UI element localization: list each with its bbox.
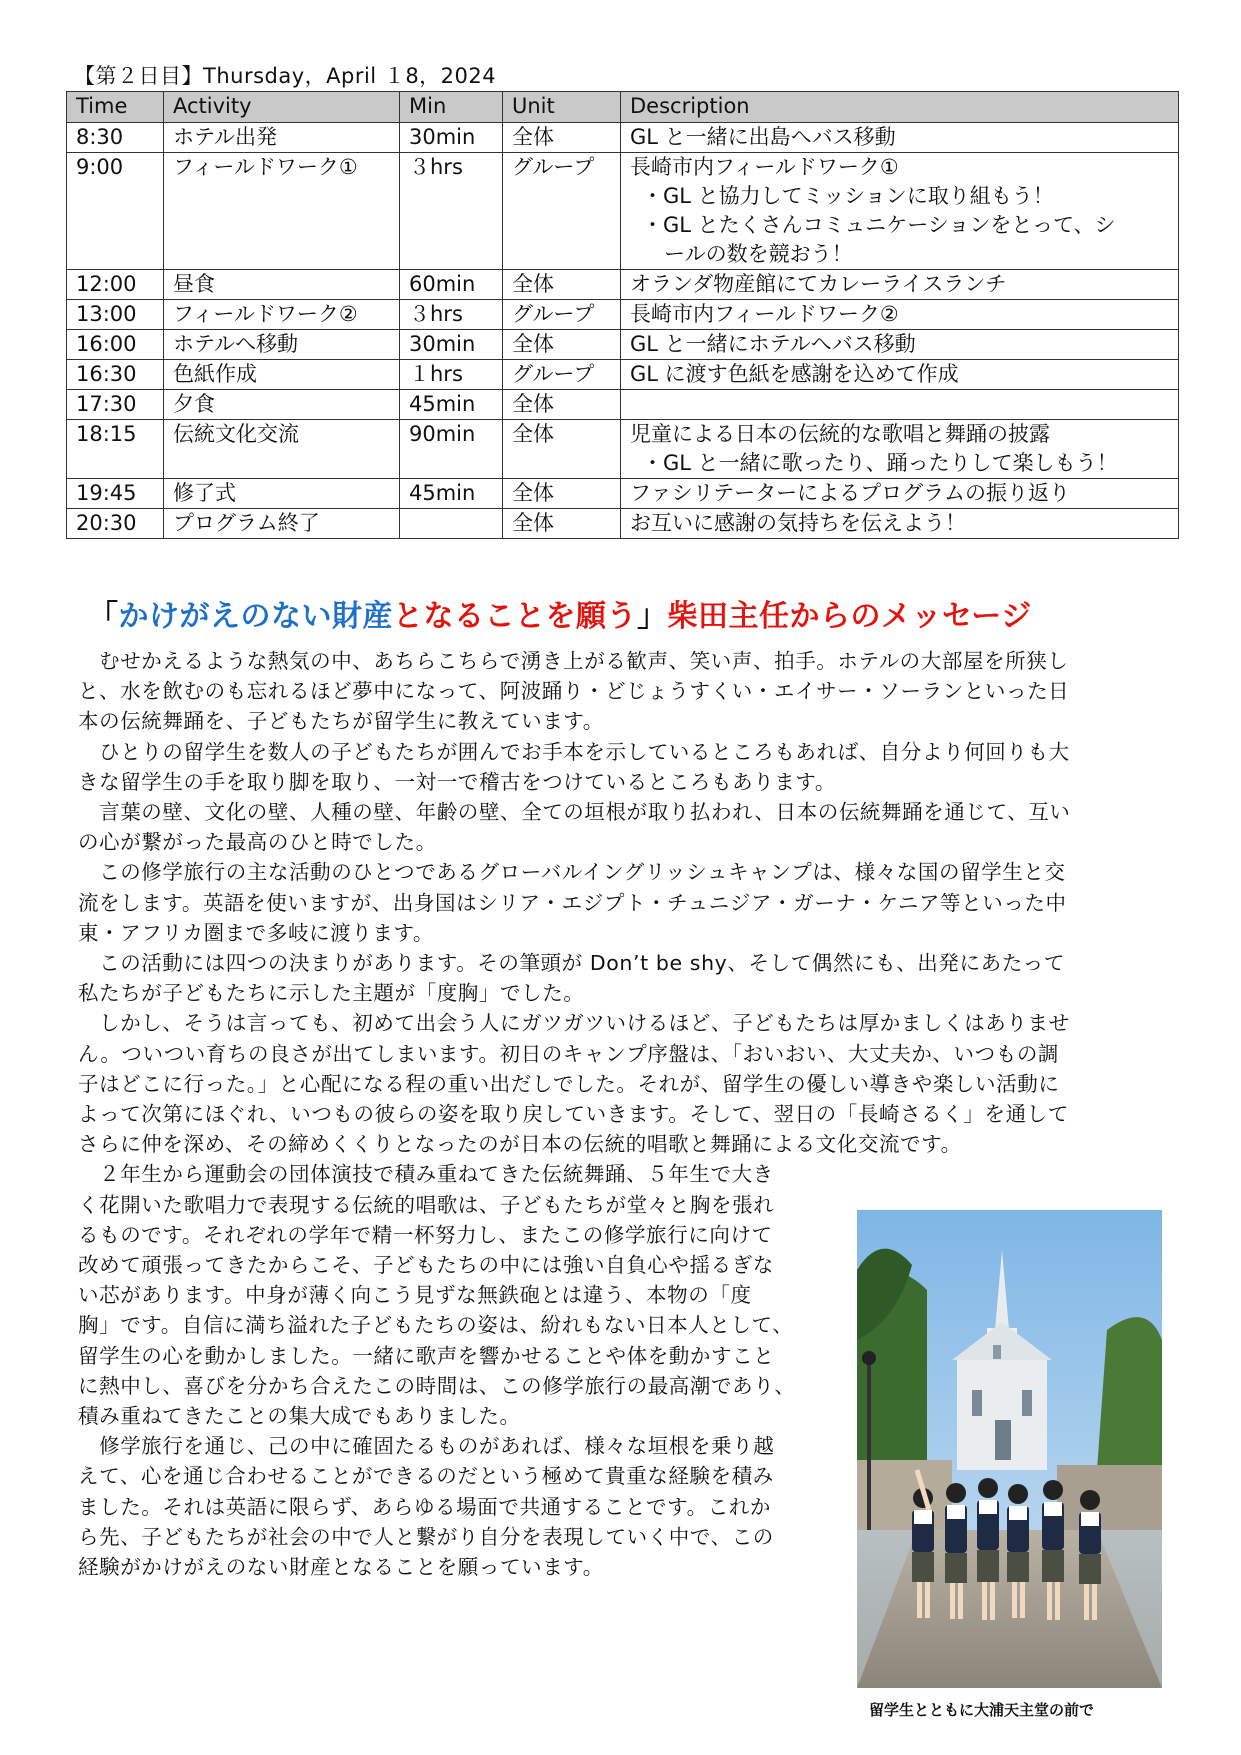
cell-time: 9:00	[67, 153, 164, 270]
article-title-part: 」	[637, 599, 668, 634]
article-line: と、水を飲むのも忘れるほど夢中になって、阿波踊り・どじょうすくい・エイサー・ソーランといった日	[78, 679, 1070, 703]
article-line: 留学生の心を動かしました。一緒に歌声を響かせることや体を動かすこと	[78, 1344, 775, 1368]
article-title-part: 「	[88, 599, 119, 634]
cell-description	[621, 479, 1179, 509]
cell-time: 19:45	[67, 479, 164, 509]
description-line: ・GL と一緒に歌ったり、踊ったりして楽しもう！	[642, 451, 1118, 475]
cell-unit: 全体	[503, 270, 621, 300]
article-title	[88, 596, 1032, 638]
schedule-header-row	[67, 92, 1179, 123]
description-line: オランダ物産館にてカレーライスランチ	[630, 272, 1007, 296]
cell-description	[621, 270, 1179, 300]
cell-unit: グループ	[503, 300, 621, 330]
article-line: に熱中し、喜びを分かち合えたこの時間は、この修学旅行の最高潮であり、	[78, 1374, 796, 1398]
description-line: ・GL とたくさんコミュニケーションをとって、シ	[642, 213, 1116, 237]
column-header-min: Min	[400, 92, 503, 123]
description-line: GL に渡す色紙を感謝を込めて作成	[630, 362, 959, 386]
cell-activity: ホテル出発	[164, 123, 400, 153]
article-line: この修学旅行の主な活動のひとつであるグローバルイングリッシュキャンプは、様々な国の留学生と交	[78, 860, 1066, 884]
schedule-row	[67, 300, 1179, 330]
article-title-part: かけがえのない財産	[118, 599, 393, 634]
cell-time: 17:30	[67, 390, 164, 420]
article-line: 修学旅行を通じ、己の中に確固たるものがあれば、様々な垣根を乗り越	[78, 1434, 775, 1458]
article-line: 私たちが子どもたちに示した主題が「度胸」でした。	[78, 981, 585, 1005]
cell-activity: 修了式	[164, 479, 400, 509]
cell-activity: プログラム終了	[164, 509, 400, 539]
schedule-table	[66, 91, 1179, 539]
cell-min: １hrs	[400, 360, 503, 390]
article-line: 積み重ねてきたことの集大成でもありました。	[78, 1404, 521, 1428]
schedule-row	[67, 153, 1179, 270]
cell-unit: 全体	[503, 330, 621, 360]
cell-activity: 昼食	[164, 270, 400, 300]
schedule-row	[67, 479, 1179, 509]
article-line: 言葉の壁、文化の壁、人種の壁、年齢の壁、全ての垣根が取り払われ、日本の伝統舞踊を通じて、互い	[78, 800, 1071, 824]
cell-min: 30min	[400, 330, 503, 360]
description-line: ールの数を競おう！	[664, 242, 853, 266]
schedule-row	[67, 390, 1179, 420]
cell-description	[621, 420, 1179, 479]
schedule-day-heading: 【第２日目】Thursday，April １8，2024	[74, 64, 497, 88]
cell-min: 45min	[400, 390, 503, 420]
cell-time: 8:30	[67, 123, 164, 153]
article-line: えて、心を通じ合わせることができるのだという極めて貴重な経験を積み	[78, 1464, 774, 1488]
column-header-description: Description	[621, 92, 1179, 123]
cell-activity: 夕食	[164, 390, 400, 420]
article-line: ました。それは英語に限らず、あらゆる場面で共通することです。これか	[78, 1495, 772, 1519]
article-line: さらに仲を深め、その締めくくりとなったのが日本の伝統的唱歌と舞踊による文化交流です。	[78, 1132, 962, 1156]
article-line: ん。ついつい育ちの良さが出てしまいます。初日のキャンプ序盤は、「おいおい、大丈夫か、いつもの調	[78, 1042, 1060, 1066]
photo-oura-cathedral	[857, 1210, 1162, 1688]
column-header-activity: Activity	[164, 92, 400, 123]
article-title-part: となることを願う	[393, 599, 637, 634]
schedule-row	[67, 330, 1179, 360]
cell-description	[621, 123, 1179, 153]
cell-min: 45min	[400, 479, 503, 509]
article-line: 子はどこに行った。」と心配になる程の重い出だしでした。それが、留学生の優しい導きや楽しい活動に	[78, 1072, 1060, 1096]
column-header-time: Time	[67, 92, 164, 123]
article-line: 胸」です。自信に満ち溢れた子どもたちの姿は、紛れもない日本人として、	[78, 1313, 794, 1337]
description-line: GL と一緒に出島へバス移動	[630, 125, 896, 149]
article-line: しかし、そうは言っても、初めて出会う人にガツガツいけるほど、子どもたちは厚かましくはありませ	[78, 1011, 1070, 1035]
description-line: GL と一緒にホテルへバス移動	[630, 332, 916, 356]
cell-time: 12:00	[67, 270, 164, 300]
cell-time: 16:30	[67, 360, 164, 390]
cell-unit: グループ	[503, 153, 621, 270]
cell-description	[621, 300, 1179, 330]
cell-activity: 伝統文化交流	[164, 420, 400, 479]
cell-time: 16:00	[67, 330, 164, 360]
article-line: く花開いた歌唱力で表現する伝統的唱歌は、子どもたちが堂々と胸を張れ	[78, 1193, 775, 1217]
description-line: ・GL と協力してミッションに取り組もう！	[642, 184, 1054, 208]
cell-time: 13:00	[67, 300, 164, 330]
cell-min: ３hrs	[400, 300, 503, 330]
article-line: の心が繋がった最高のひと時でした。	[78, 830, 437, 854]
description-line: お互いに感謝の気持ちを伝えよう！	[630, 511, 966, 535]
column-header-unit: Unit	[503, 92, 621, 123]
cell-unit: 全体	[503, 420, 621, 479]
article-title-part: 柴田主任からのメッセージ	[667, 599, 1032, 634]
cell-unit: 全体	[503, 123, 621, 153]
cell-description	[621, 153, 1179, 270]
article-line: ２年生から運動会の団体演技で積み重ねてきた伝統舞踊、５年生で大き	[78, 1162, 774, 1186]
cell-description	[621, 509, 1179, 539]
schedule-row	[67, 360, 1179, 390]
cell-time: 20:30	[67, 509, 164, 539]
cell-description	[621, 330, 1179, 360]
schedule-body	[67, 123, 1179, 539]
cell-description	[621, 360, 1179, 390]
article-line: むせかえるような熱気の中、あちらこちらで湧き上がる歓声、笑い声、拍手。ホテルの大部屋を所狭し	[78, 649, 1069, 673]
description-line: 長崎市内フィールドワーク②	[630, 302, 899, 326]
article-line: 経験がかけがえのない財産となることを願っています。	[78, 1555, 604, 1579]
cell-activity: フィールドワーク①	[164, 153, 400, 270]
cell-activity: フィールドワーク②	[164, 300, 400, 330]
article-line: い芯があります。中身が薄く向こう見ずな無鉄砲とは違う、本物の「度	[78, 1283, 752, 1307]
article-line: この活動には四つの決まりがあります。その筆頭が Don’t be shy、そして偶然にも、出発にあたって	[78, 951, 1066, 975]
description-line: ファシリテーターによるプログラムの振り返り	[630, 481, 1070, 505]
article-line: ひとりの留学生を数人の子どもたちが囲んでお手本を示しているところもあれば、自分より何回りも大	[78, 740, 1070, 764]
photo-caption: 留学生とともに大浦天主堂の前で	[869, 1701, 1095, 1719]
description-line: 長崎市内フィールドワーク①	[630, 155, 899, 179]
article-line: きな留学生の手を取り脚を取り、一対一で稽古をつけているところもあります。	[78, 770, 836, 794]
cell-min: 30min	[400, 123, 503, 153]
article-line: るものです。それぞれの学年で精一杯努力し、またこの修学旅行に向けて	[78, 1223, 773, 1247]
cell-min: ３hrs	[400, 153, 503, 270]
photo-illustration	[857, 1210, 1162, 1688]
schedule-row	[67, 123, 1179, 153]
cell-activity: 色紙作成	[164, 360, 400, 390]
cell-unit: 全体	[503, 509, 621, 539]
cell-unit: 全体	[503, 479, 621, 509]
cell-min	[400, 509, 503, 539]
cell-unit: グループ	[503, 360, 621, 390]
cell-min: 90min	[400, 420, 503, 479]
cell-min: 60min	[400, 270, 503, 300]
article-line: ら先、子どもたちが社会の中で人と繋がり自分を表現していく中で、この	[78, 1525, 774, 1549]
cell-activity: ホテルへ移動	[164, 330, 400, 360]
schedule-row	[67, 270, 1179, 300]
article-line: 東・アフリカ圏まで多岐に渡ります。	[78, 921, 435, 945]
schedule-row	[67, 420, 1179, 479]
cell-description	[621, 390, 1179, 420]
article-line: 本の伝統舞踊を、子どもたちが留学生に教えています。	[78, 709, 604, 733]
cell-time: 18:15	[67, 420, 164, 479]
article-line: よって次第にほぐれ、いつもの彼らの姿を取り戻していきます。そして、翌日の「長崎さるく」を通して	[78, 1102, 1069, 1126]
description-line: 児童による日本の伝統的な歌唱と舞踊の披露	[630, 422, 1050, 446]
cell-unit: 全体	[503, 390, 621, 420]
schedule-row	[67, 509, 1179, 539]
article-line: 流をします。英語を使いますが、出身国はシリア・エジプト・チュニジア・ガーナ・ケニア等といった中	[78, 891, 1067, 915]
article-line: 改めて頑張ってきたからこそ、子どもたちの中には強い自負心や揺るぎな	[78, 1253, 774, 1277]
